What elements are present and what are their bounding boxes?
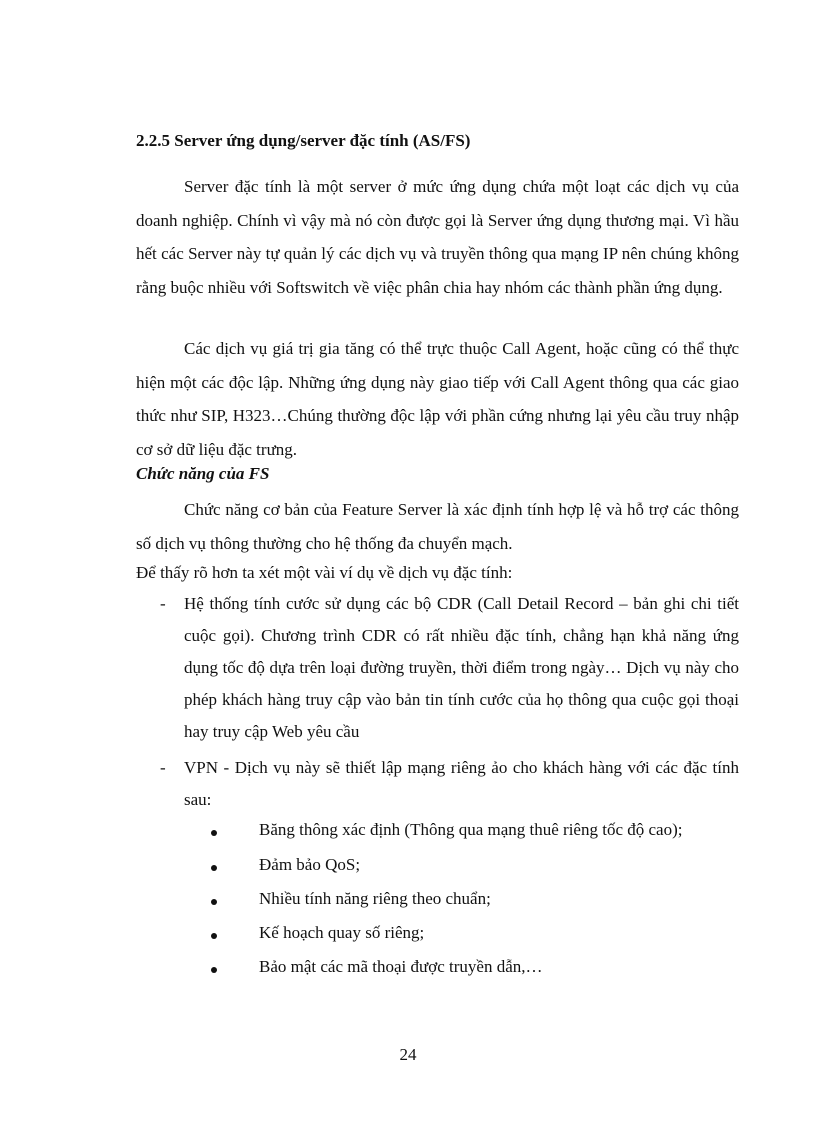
bullet-text: Nhiều tính năng riêng theo chuẩn;: [259, 889, 491, 908]
bullet-item: [136, 853, 756, 887]
section-heading: 2.2.5 Server ứng dụng/server đặc tính (AS/FS): [136, 131, 471, 150]
bullet-icon: [211, 933, 217, 939]
examples-intro: Để thấy rõ hơn ta xét một vài ví dụ về dịch vụ đặc tính:: [136, 563, 513, 582]
list-item-vpn: [136, 752, 739, 816]
paragraph-server-description: Server đặc tính là một server ở mức ứng dụng chứa một loạt các dịch vụ của doanh nghiệp. Chính vì vậy mà nó còn được gọi là Server ứng dụng thương mại. Vì hầu hết các Server này tự quản lý các dịch vụ và truyền thông qua mạng IP nên chúng không rằng buộc nhiều với Softswitch về việc phân chia hay nhóm các thành phần ứng dụng.: [136, 177, 739, 297]
bullet-icon: [211, 967, 217, 973]
paragraph-fs-function: Chức năng cơ bản của Feature Server là xác định tính hợp lệ và hỗ trợ các thông số dịch vụ thông thường cho hệ thống đa chuyển mạch.: [136, 500, 739, 553]
dash-marker: -: [160, 594, 166, 613]
bullet-item: [136, 955, 756, 989]
page-number: 24: [399, 1045, 417, 1064]
list-item-billing: [136, 588, 739, 748]
bullet-text: Đảm bảo QoS;: [259, 855, 361, 874]
bullet-text: Kế hoạch quay số riêng;: [259, 923, 425, 942]
bullet-item: [136, 887, 756, 921]
bullet-text: Bảo mật các mã thoại được truyền dẫn,…: [259, 957, 543, 976]
list-item-billing-text: Hệ thống tính cước sử dụng các bộ CDR (Call Detail Record – bản ghi chi tiết cuộc gọi). Chương trình CDR có rất nhiều đặc tính, chẳng hạn khả năng ứng dụng tốc độ dựa trên loại đường truyền, thời điểm trong ngày… Dịch vụ này cho phép khách hàng truy cập vào bản tin tính cước của họ thông qua cuộc gọi thoại hay truy cập Web yêu cầu: [184, 594, 739, 741]
bullet-text: Băng thông xác định (Thông qua mạng thuê riêng tốc độ cao);: [259, 820, 683, 839]
bullet-icon: [211, 830, 217, 836]
list-item-vpn-text: VPN - Dịch vụ này sẽ thiết lập mạng riêng ảo cho khách hàng với các đặc tính sau:: [184, 758, 739, 809]
dash-marker: -: [160, 758, 166, 777]
bullet-icon: [211, 865, 217, 871]
bullet-item: [136, 818, 756, 852]
bullet-item: [136, 921, 756, 955]
bullet-icon: [211, 899, 217, 905]
fs-subheading: Chức năng của FS: [136, 464, 270, 483]
paragraph-value-added-services: Các dịch vụ giá trị gia tăng có thể trực thuộc Call Agent, hoặc cũng có thể thực hiện một các độc lập. Những ứng dụng này giao tiếp với Call Agent thông qua các giao thức như SIP, H323…Chúng thường độc lập với phần cứng nhưng lại yêu cầu truy nhập cơ sở dữ liệu đặc trưng.: [136, 339, 739, 459]
